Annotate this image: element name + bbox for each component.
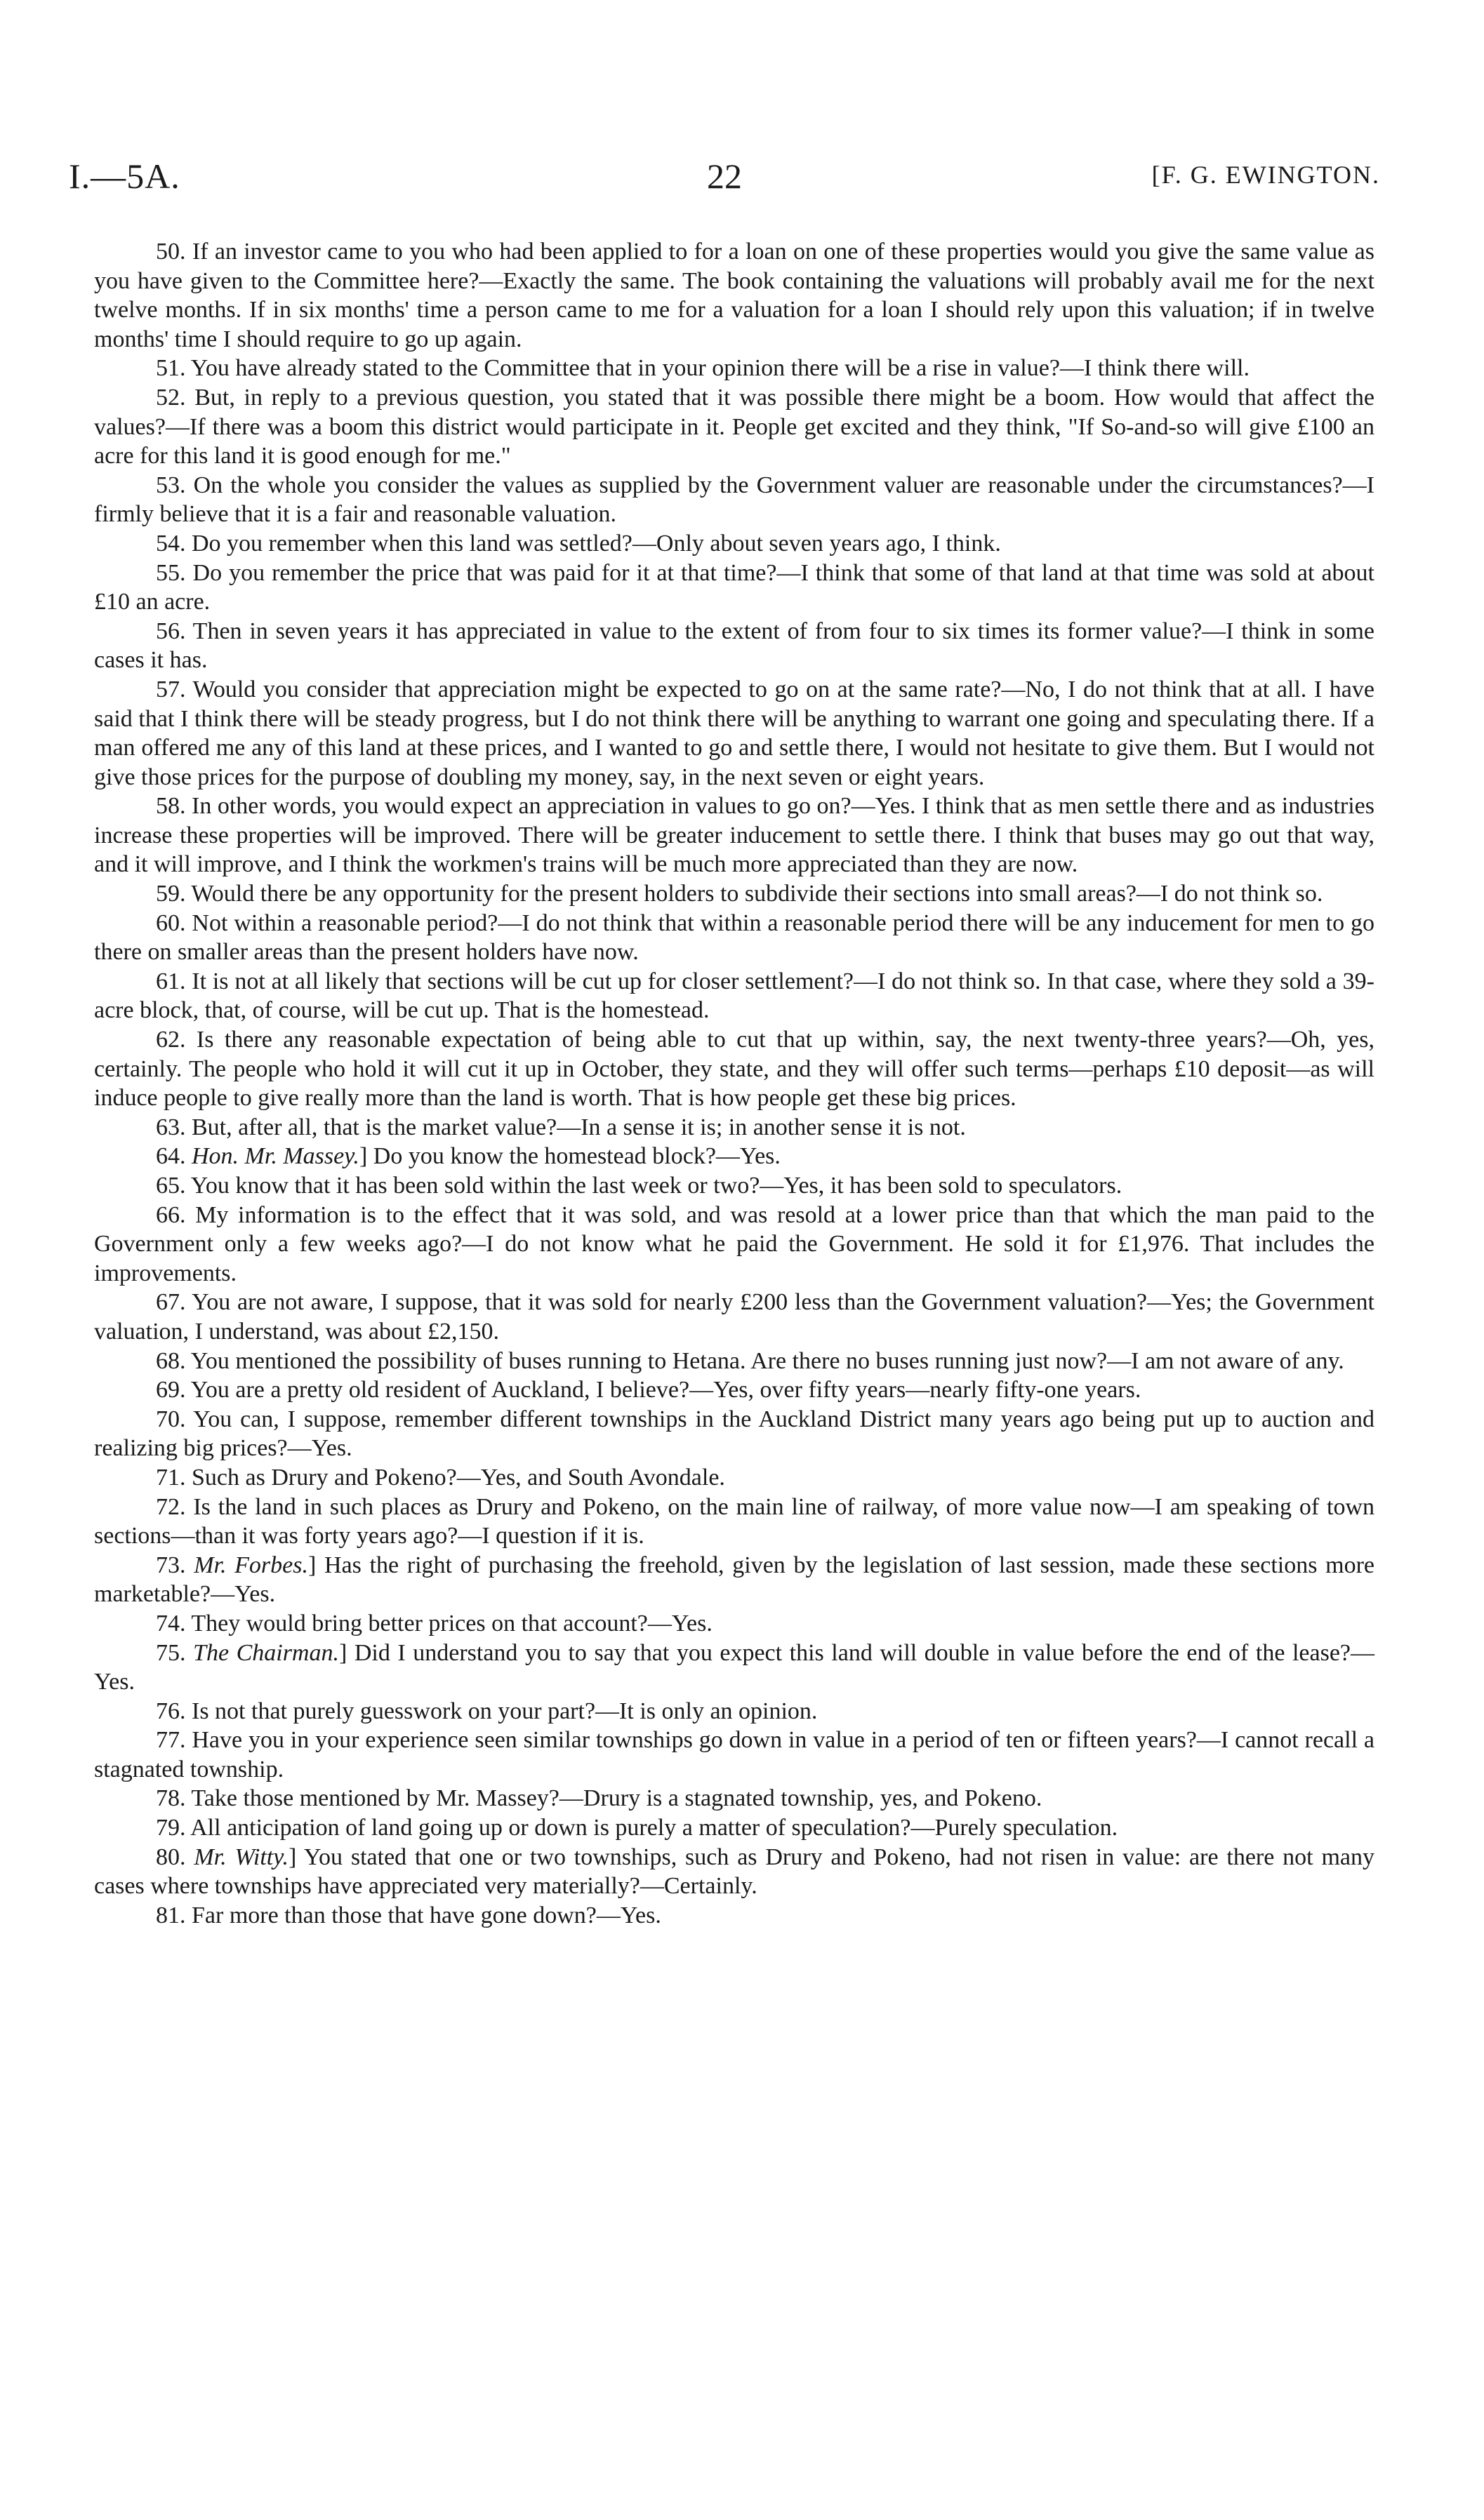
paragraph-text: 54. Do you remember when this land was settled?—Only about seven years ago, I think.	[156, 530, 1001, 556]
question-paragraph	[94, 617, 1374, 675]
page-header	[69, 156, 1380, 205]
paragraph-text: 74. They would bring better prices on that account?—Yes.	[156, 1610, 713, 1636]
paragraph-text: ] Did I understand you to say that you expect this land will double in value before the end of the lease?—Yes.	[94, 1639, 1375, 1695]
question-paragraph	[94, 1375, 1374, 1405]
paragraph-text: 63. But, after all, that is the market value?—In a sense it is; in another sense it is not.	[156, 1114, 966, 1140]
question-paragraph	[94, 237, 1374, 354]
paragraph-text: 69. You are a pretty old resident of Auckland, I believe?—Yes, over fifty years—nearly fifty-one years.	[156, 1377, 1141, 1404]
paragraph-text: 77. Have you in your experience seen similar townships go down in value in a period of ten or fifteen years?—I cannot recall a stagnated township.	[94, 1727, 1374, 1782]
question-paragraph	[94, 354, 1374, 383]
paragraph-text: 80.	[156, 1844, 194, 1870]
paragraph-text: ] You stated that one or two townships, such as Drury and Pokeno, had not risen in value: are there not many cases where townships have appreciated very materially?—Certainly.	[94, 1844, 1375, 1900]
question-paragraph	[94, 559, 1374, 617]
paragraph-text: 79. All anticipation of land going up or down is purely a matter of speculation?—Purely speculation.	[156, 1815, 1118, 1841]
paragraph-text: 75.	[156, 1639, 194, 1666]
question-paragraph	[94, 1784, 1374, 1813]
page-number: 22	[707, 156, 742, 196]
question-paragraph	[94, 1726, 1374, 1784]
paper-reference: I.—5A.	[69, 156, 180, 196]
paragraph-text: ] Has the right of purchasing the freehold, given by the legislation of last session, made these sections more marketable?—Yes.	[94, 1552, 1374, 1608]
witness-name: [F. G. EWINGTON.	[1151, 161, 1380, 189]
paragraph-text: 81. Far more than those that have gone down?—Yes.	[156, 1902, 661, 1928]
paragraph-text: 70. You can, I suppose, remember different townships in the Auckland District many years ago being put up to auction and realizing big prices?—Yes.	[94, 1406, 1374, 1462]
question-paragraph	[94, 792, 1374, 879]
question-paragraph	[94, 1347, 1374, 1376]
paragraph-text: 61. It is not at all likely that sections will be cut up for closer settlement?—I do not think so. In that case, where they sold a 39-acre block, that, of course, will be cut up. That is the homestead.	[94, 968, 1374, 1024]
paragraph-text: 53. On the whole you consider the values as supplied by the Government valuer are reasonable under the circumstances?—I firmly believe that it is a fair and reasonable valuation.	[94, 472, 1374, 528]
speaker-name: Mr. Forbes.	[194, 1552, 308, 1578]
paragraph-text: 64.	[156, 1143, 192, 1170]
paragraph-text: 62. Is there any reasonable expectation of being able to cut that up within, say, the next twenty-three years?—Oh, yes, certainly. The people who hold it will cut it up in October, they state, and they will offer such terms—perhaps £10 deposit—as will induce people to give really more than the land is worth. That is how people get these big prices.	[94, 1027, 1374, 1112]
question-paragraph	[94, 909, 1374, 967]
question-paragraph	[94, 879, 1374, 909]
speaker-name: The Chairman.	[193, 1639, 339, 1666]
evidence-text	[94, 237, 1374, 1930]
paragraph-text: 60. Not within a reasonable period?—I do not think that within a reasonable period there will be any inducement for men to go there on smaller areas than the present holders have now.	[94, 909, 1374, 966]
question-paragraph	[94, 471, 1374, 529]
speaker-name: Mr. Witty.	[194, 1844, 289, 1870]
question-paragraph	[94, 1697, 1374, 1726]
paragraph-text: 65. You know that it has been sold within the last week or two?—Yes, it has been sold to speculators.	[156, 1173, 1122, 1199]
paragraph-text: 55. Do you remember the price that was paid for it at that time?—I think that some of that land at that time was sold at about £10 an acre.	[94, 559, 1374, 615]
paragraph-text: ] Do you know the homestead block?—Yes.	[359, 1143, 781, 1170]
question-paragraph	[94, 1405, 1374, 1463]
question-paragraph	[94, 1843, 1374, 1901]
question-paragraph	[94, 675, 1374, 792]
question-paragraph	[94, 383, 1374, 471]
paragraph-text: 50. If an investor came to you who had been applied to for a loan on one of these properties would you give the same value as you have given to the Committee here?—Exactly the same. The book containing the valuations will probably avail me for the next twelve months. If in six months' time a person came to me for a valuation for a loan I should rely upon this valuation; if in twelve months' time I should require to go up again.	[94, 239, 1374, 352]
question-paragraph	[94, 1493, 1374, 1551]
paragraph-text: 57. Would you consider that appreciation might be expected to go on at the same rate?—No, I do not think that at all. I have said that I think there will be steady progress, but I do not think there will be anything to warrant one going and speculating there. If a man offered me any of this land at these prices, and I wanted to go and settle there, I would not hesitate to give them. But I would not give those prices for the purpose of doubling my money, say, in the next seven or eight years.	[94, 676, 1374, 790]
paragraph-text: 71. Such as Drury and Pokeno?—Yes, and South Avondale.	[156, 1464, 725, 1491]
question-paragraph	[94, 967, 1374, 1025]
paragraph-text: 68. You mentioned the possibility of buses running to Hetana. Are there no buses running just now?—I am not aware of any.	[156, 1347, 1344, 1374]
question-paragraph	[94, 1201, 1374, 1288]
paragraph-text: 73.	[156, 1552, 194, 1578]
paragraph-text: 78. Take those mentioned by Mr. Massey?—Drury is a stagnated township, yes, and Pokeno.	[156, 1785, 1042, 1812]
question-paragraph	[94, 1639, 1374, 1697]
question-paragraph	[94, 529, 1374, 559]
paragraph-text: 56. Then in seven years it has appreciated in value to the extent of from four to six times its former value?—I think in some cases it has.	[94, 618, 1374, 674]
question-paragraph	[94, 1813, 1374, 1843]
question-paragraph	[94, 1288, 1374, 1346]
speaker-name: Hon. Mr. Massey.	[192, 1143, 359, 1170]
question-paragraph	[94, 1609, 1374, 1639]
paragraph-text: 52. But, in reply to a previous question, you stated that it was possible there might be a boom. How would that affect the values?—If there was a boom this district would participate in it. People get excited and they think, "If So-and-so will give £100 an acre for this land it is good enough for me."	[94, 384, 1374, 469]
question-paragraph	[94, 1551, 1374, 1609]
question-paragraph	[94, 1025, 1374, 1113]
question-paragraph	[94, 1901, 1374, 1931]
paragraph-text: 72. Is the land in such places as Drury and Pokeno, on the main line of railway, of more value now—I am speaking of town sections—than it was forty years ago?—I question if it is.	[94, 1493, 1374, 1549]
paragraph-text: 51. You have already stated to the Committee that in your opinion there will be a rise in value?—I think there will.	[156, 355, 1250, 382]
question-paragraph	[94, 1171, 1374, 1201]
paragraph-text: 67. You are not aware, I suppose, that it was sold for nearly £200 less than the Government valuation?—Yes; the Government valuation, I understand, was about £2,150.	[94, 1289, 1374, 1345]
paragraph-text: 76. Is not that purely guesswork on your part?—It is only an opinion.	[156, 1698, 818, 1724]
paragraph-text: 66. My information is to the effect that it was sold, and was resold at a lower price than that which the man paid to the Government only a few weeks ago?—I do not know what he paid the Government. He sold it for £1,976. That includes the improvements.	[94, 1201, 1374, 1286]
question-paragraph	[94, 1142, 1374, 1171]
paragraph-text: 59. Would there be any opportunity for the present holders to subdivide their sections into small areas?—I do not think so.	[156, 881, 1323, 907]
paragraph-text: 58. In other words, you would expect an appreciation in values to go on?—Yes. I think that as men settle there and as industries increase these properties will be improved. There will be greater inducement to settle there. I think that buses may go out that way, and it will improve, and I think the workmen's trains will be much more appreciated than they are now.	[94, 793, 1374, 878]
question-paragraph	[94, 1463, 1374, 1493]
question-paragraph	[94, 1113, 1374, 1142]
